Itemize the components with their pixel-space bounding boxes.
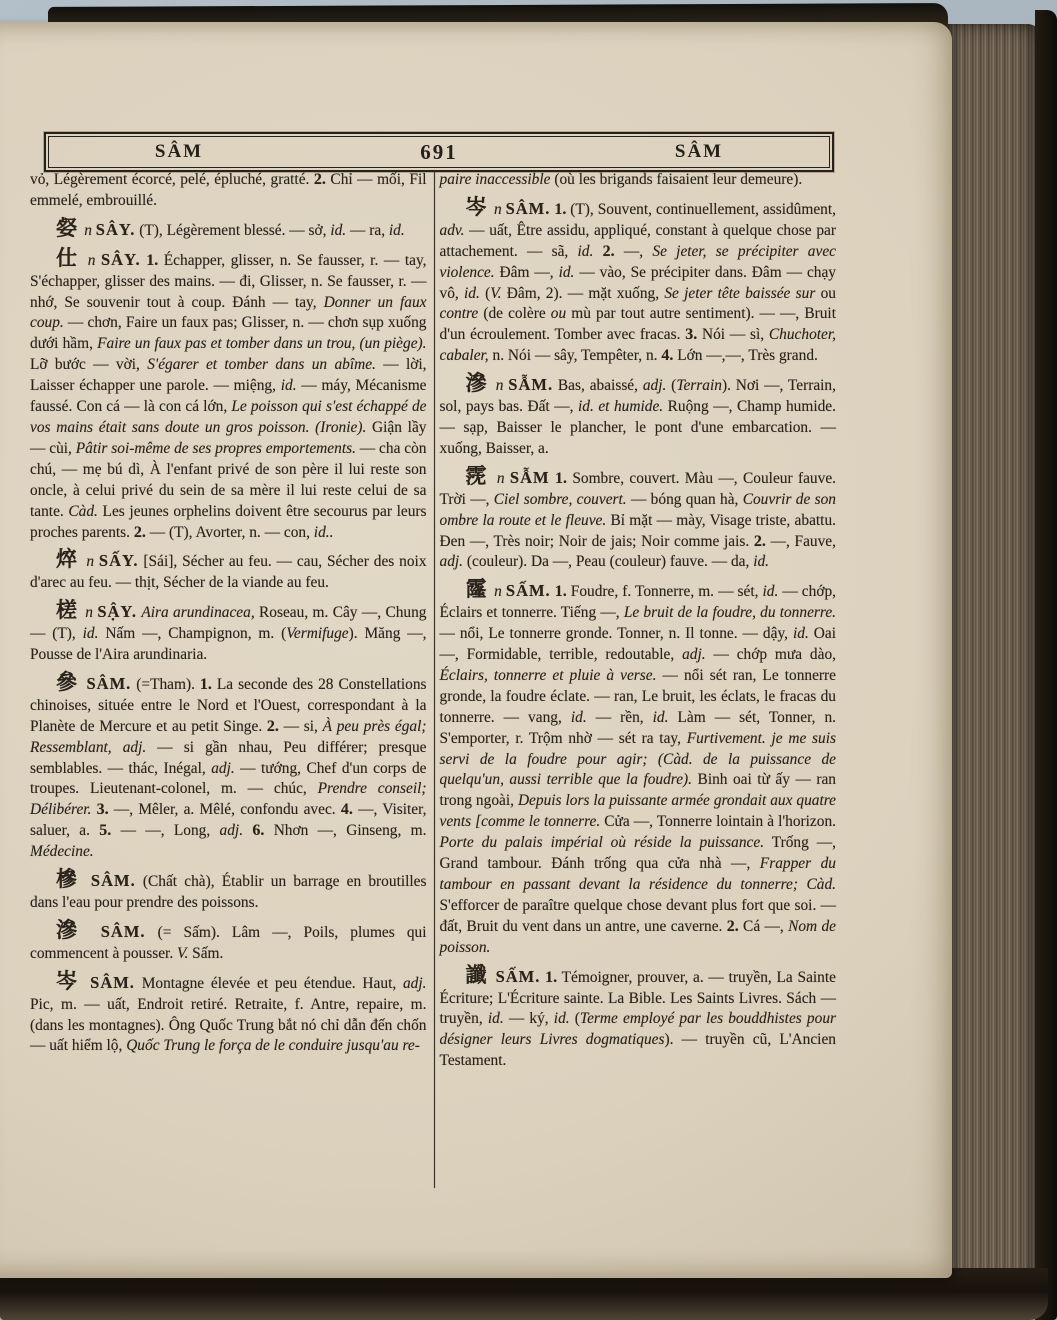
text-segment: 3. <box>96 801 109 819</box>
cjk-headword-character: 槮 <box>56 867 91 892</box>
text-segment: — lời, Laisser échapper une parole. — miệng, <box>30 356 427 395</box>
text-segment <box>593 243 602 260</box>
text-segment: Le poisson qui s'est échappé de vos mains était sans doute un gros poisson. (Ironie). <box>30 398 427 436</box>
text-segment: paire inaccessible <box>439 171 551 188</box>
text-segment: n <box>85 604 98 622</box>
text-segment: Chỉ — mối, Fil emmelé, embrouillé. <box>30 171 427 209</box>
text-segment: ). Măng —, Pousse de l'Aira arundinaria. <box>30 625 427 664</box>
text-segment: — ký, <box>503 1010 554 1028</box>
headword: SÂM. <box>86 673 132 693</box>
text-segment: — vào, Se précipiter dans. Đâm — chạy vô, <box>439 263 837 302</box>
text-segment: id. <box>82 625 99 643</box>
text-segment: V. <box>177 944 189 962</box>
text-segment: Càd. <box>68 502 98 520</box>
running-head-left: SÂM <box>154 141 204 162</box>
right-column <box>440 170 837 1192</box>
text-segment: Depuis lors la puissante armée grondait aux quatre vents [comme le tonnerre. <box>439 792 836 831</box>
text-segment: id.. <box>313 523 334 541</box>
text-segment: Terrain <box>676 377 722 395</box>
text-segment: (de colère <box>478 305 551 323</box>
text-segment: — —, Long, <box>111 822 220 840</box>
headword: SÂM. <box>90 871 136 891</box>
text-segment: Binh oai từ ấy — ran trong ngoài, <box>439 771 836 810</box>
text-segment: ( <box>569 1010 580 1028</box>
dictionary-entry <box>30 867 427 914</box>
text-segment: 4. <box>340 801 353 819</box>
text-segment: id. <box>280 377 297 395</box>
text-segment: ). — truyền cũ, L'Ancien Testament. <box>439 1031 836 1070</box>
cjk-headword-character: 仕 <box>56 245 88 270</box>
text-segment: Quốc Trung le força de le conduire jusqu'au re- <box>126 1037 420 1055</box>
text-segment: S'égarer et tomber dans un abîme. <box>147 356 376 374</box>
text-segment: — nổi, Le tonnerre gronde. Tonner, n. Il tonne. — dậy, <box>439 625 793 643</box>
text-segment: (= Sấm). Lâm —, Poils, plumes qui commencent à pousser. <box>30 923 427 962</box>
text-segment: Frapper du tambour en passant devant la résidence du tonnerre; Càd. <box>439 855 836 893</box>
text-segment: id. <box>558 263 575 281</box>
dictionary-entry <box>439 463 837 574</box>
text-segment <box>243 822 252 839</box>
text-segment: Médecine. <box>30 843 94 861</box>
text-segment: [Sái], Sécher au feu. — cau, Sécher des noix d'arec au feu. — thịt, Sécher de la viande au feu. <box>30 553 427 592</box>
text-segment: (T), Souvent, continuellement, assidûment, <box>566 200 836 218</box>
cjk-headword-character: 岑 <box>465 194 494 219</box>
dictionary-page <box>0 22 952 1278</box>
text-segment: — uất, Être assidu, appliqué, constant à quelque chose par attachement. — sã, <box>439 221 836 260</box>
dictionary-entry <box>439 962 837 1073</box>
text-segment: 2. <box>133 523 146 541</box>
text-segment: Lớn —,—, Très grand. <box>673 347 818 365</box>
text-segment: Éclairs, tonnerre et pluie à verse. <box>439 666 657 684</box>
dictionary-entry <box>30 215 427 242</box>
text-segment: 6. <box>252 822 265 840</box>
text-segment: Donner un faux coup. <box>30 293 427 332</box>
text-segment: — chớp, Éclairs et tonnerre. Tiếng —, <box>439 583 837 622</box>
text-segment: 2. <box>313 171 326 188</box>
text-segment: id. <box>762 583 779 601</box>
text-segment: Vermifuge <box>286 625 349 643</box>
text-segment: V. <box>490 284 502 302</box>
cjk-headword-character: 㛑 <box>56 215 85 240</box>
text-segment: adj. <box>402 974 427 992</box>
headword: SÂM. <box>505 198 551 218</box>
running-head-inner <box>48 136 830 168</box>
text-segment: Roseau, m. Cây —, Chung — (T), <box>30 604 427 643</box>
text-segment: Nói — sì, <box>697 326 769 344</box>
text-segment: n <box>496 469 510 487</box>
text-segment: id. <box>753 553 770 571</box>
text-segment: Foudre, f. Tonnerre, m. — sét, <box>566 583 763 601</box>
text-segment: Sombre, couvert. Màu —, Couleur fauve. Trời —, <box>439 469 836 508</box>
text-segment: id. <box>652 708 669 726</box>
headword: SẤM. <box>505 581 551 601</box>
headword: SẪM. <box>508 375 554 395</box>
text-segment: 2. <box>753 532 766 550</box>
text-segment: mù par tout autre sentiment). — —, Bruit d'un écroulement. Tomber avec fracas. <box>439 305 836 344</box>
text-segment: adj. <box>211 759 235 777</box>
headword: SÂY. <box>95 219 136 239</box>
text-segment: Faire un faux pas et tomber dans un trou, (un piège). <box>97 335 427 353</box>
headword: SẤM. <box>495 966 541 986</box>
text-segment: Se jeter tête baissée sur <box>664 284 816 302</box>
dictionary-entry <box>439 577 837 958</box>
text-segment: (=Tham). <box>131 675 200 693</box>
dictionary-entry <box>30 245 427 544</box>
cjk-headword-character: 滲 <box>465 371 496 396</box>
text-segment: n <box>84 221 96 239</box>
text-segment: id. <box>388 221 405 239</box>
text-segment: 5. <box>99 822 112 840</box>
text-segment: Oai —, Formidable, terrible, redoutable, <box>439 625 836 664</box>
dictionary-entry <box>30 669 427 863</box>
dictionary-entry <box>30 598 427 666</box>
text-segment: ( <box>666 377 677 395</box>
text-segment: Đâm, 2). — mặt xuống, <box>501 284 665 302</box>
left-column <box>30 170 427 1192</box>
cjk-headword-character: 槎 <box>56 598 86 623</box>
text-segment: id. <box>792 625 809 643</box>
text-segment: Cửa —, Tonnerre lointain à l'horizon. <box>600 813 836 831</box>
text-segment: Se jeter, se précipiter avec violence. <box>439 242 836 281</box>
text-segment: id. <box>487 1010 504 1028</box>
text-segment: id. <box>577 242 594 260</box>
text-segment: — nổi sét ran, Le tonnerre gronde, la foudre éclate. — ran, Le bruit, les éclats, le fracas du tonnerre. — vang, <box>439 666 836 726</box>
text-segment: adj. <box>219 822 244 840</box>
text-segment: — máy, Mécanisme faussé. Con cá — là con cá lớn, <box>30 377 427 416</box>
running-head-right: SÂM <box>674 141 724 162</box>
text-segment: À peu près égal; Ressemblant, adj. <box>30 717 427 756</box>
text-segment: Échapper, glisser, n. Se fausser, r. — tay, S'échapper, glisser des mains. — đi, Glisser, n. Se fausser, r. — nhớ, Se souvenir tout à coup. Đánh — tay, <box>30 251 427 311</box>
cjk-headword-character: 滲 <box>56 917 101 942</box>
text-segment: n <box>86 553 99 571</box>
text-segment: La seconde des 28 Constellations chinoises, située entre le Nord et l'Ouest, correspondant à la Planète de Mercure et au petit Singe. <box>30 675 427 735</box>
text-segment: Ruộng —, Champ humide. — sạp, Baisser le plancher, le pont d'une embarcation. — xuống, Baisser, a. <box>439 398 836 457</box>
text-segment: Nom de poisson. <box>439 917 836 956</box>
text-segment: 2. <box>726 917 739 935</box>
headword: SẬY. <box>97 602 137 622</box>
text-segment: — cha còn chú, — mẹ bú dì, À l'enfant privé de son père il lui reste son oncle, à celui privé du sein de sa mère il lui reste celui de sa tante. <box>30 439 427 520</box>
text-segment: adv. <box>439 221 465 239</box>
text-segment: ou <box>550 305 567 323</box>
text-segment: 2. <box>266 717 279 735</box>
text-segment: — chớp mưa dào, <box>705 646 836 664</box>
text-segment: 4. <box>661 347 674 365</box>
text-segment: Le bruit de la foudre, du tonnerre. <box>623 604 836 622</box>
text-segment: n. Nói — sây, Tempêter, n. <box>488 347 662 365</box>
text-segment: Terme employé par les bouddhistes pour désigner leurs Livres dogmatiques <box>439 1010 837 1049</box>
text-segment: Giận lầy — cùi, <box>30 418 427 457</box>
text-segment: (couleur). Da —, Peau (couleur) fauve. — da, <box>463 553 754 571</box>
cjk-headword-character: 霳 <box>465 577 495 602</box>
text-segment: n <box>495 377 509 395</box>
text-area <box>30 170 836 1192</box>
headword: SÂM. <box>100 921 146 941</box>
book-cover-right-edge <box>1035 10 1057 1320</box>
text-segment: vỏ, Légèrement écorcé, pelé, épluché, gratté. <box>30 171 314 188</box>
text-segment: Aira arundinacea, <box>141 604 255 622</box>
text-segment: Témoigner, prouver, a. — truyền, La Sainte Écriture; L'Écriture sainte. La Bible. Les Saints Livres. Sách — truyền, <box>439 968 836 1028</box>
text-segment: Porte du palais impérial où réside la puissance. <box>439 834 765 852</box>
text-segment: S'efforcer de paraître quelque chose devant plus fort que soi. — đất, Bruit du vent dans un antre, une caverne. <box>439 896 836 935</box>
cjk-headword-character: 霃 <box>465 463 497 488</box>
dictionary-entry <box>439 194 837 367</box>
text-segment: — si, <box>278 717 323 735</box>
text-segment: ( <box>479 284 491 302</box>
text-segment: adj. <box>682 646 706 664</box>
text-segment: id. et humide. <box>577 398 664 416</box>
text-segment: (où les brigands faisaient leur demeure). <box>550 171 803 188</box>
text-segment: 3. <box>685 326 698 344</box>
text-segment: —, Fauve, <box>765 532 836 550</box>
text-segment: adj. <box>642 377 667 395</box>
text-segment: id. <box>570 708 587 726</box>
dictionary-entry <box>439 371 837 460</box>
text-segment: adj. <box>439 553 464 571</box>
text-segment: id. <box>330 221 347 239</box>
text-segment: —, Visiter, saluer, a. <box>30 801 427 840</box>
text-segment: Sấm. <box>188 944 224 962</box>
text-segment: 1. <box>545 968 558 986</box>
text-segment: Nhơn —, Ginseng, m. <box>264 822 427 840</box>
running-head-box <box>44 132 834 172</box>
dictionary-entry <box>30 547 427 594</box>
text-segment: —, Mêler, a. Mêlé, confondu avec. <box>108 801 341 819</box>
text-segment: Làm — sét, Tonner, n. S'emporter, r. Trộm nhờ — sét ra tay, <box>439 708 836 747</box>
text-segment: — (T), Avorter, n. — con, <box>145 523 314 541</box>
text-segment: Bas, abaissé, <box>553 377 643 395</box>
cjk-headword-character: 參 <box>56 669 87 694</box>
text-segment: 2. <box>602 242 615 260</box>
text-segment: n <box>493 200 506 218</box>
text-segment: Couvrir de son ombre la route et le fleuve. <box>439 490 836 529</box>
text-segment: — chơn, Faire un faux pas; Glisser, n. — chơn sụp xuống dưới hầm, <box>30 314 427 353</box>
text-segment: Pâtir soi-même de ses propres emportements. <box>75 439 356 457</box>
text-segment: 1. <box>554 469 567 487</box>
text-segment: Les jeunes orphelins doivent être secourus par leurs proches parents. <box>30 502 427 541</box>
cjk-headword-character: 讖 <box>465 962 496 987</box>
dictionary-entry <box>30 917 427 965</box>
text-segment: — bóng quan hà, <box>626 490 743 508</box>
text-segment: ). Nơi —, Terrain, sol, pays bas. Đất —, <box>439 377 836 416</box>
text-segment: Đâm —, <box>494 263 559 281</box>
text-segment: n <box>494 583 506 601</box>
text-segment: Prendre conseil; Délibérer. <box>30 780 427 819</box>
text-segment: id. <box>553 1010 570 1028</box>
text-segment: —, <box>614 242 653 260</box>
text-segment: 1. <box>554 200 567 218</box>
text-segment: Cá —, <box>738 917 789 935</box>
text-segment: n <box>87 251 101 269</box>
text-segment: 1. <box>146 251 159 269</box>
text-segment: id. <box>464 284 480 302</box>
headword: SẤY. <box>98 551 139 571</box>
text-segment: — rền, <box>586 708 653 726</box>
text-segment: ou <box>815 284 837 302</box>
column-divider-rule <box>434 170 435 1188</box>
continuation-paragraph <box>30 170 427 212</box>
text-segment: Bỉ mặt — mày, Visage triste, abattu. Đen —, Très noir; Noir de jais; Noir comme jais. <box>439 511 836 550</box>
headword: SẪM <box>509 467 550 487</box>
text-segment: 1. <box>554 583 567 601</box>
dictionary-entry <box>30 968 427 1058</box>
text-segment: — ra, <box>346 221 389 239</box>
continuation-paragraph <box>440 170 837 191</box>
text-segment: Montagne élevée et peu étendue. Haut, <box>134 974 403 992</box>
text-segment: Chuchoter, cabaler, <box>439 326 837 365</box>
text-segment: contre <box>439 305 479 323</box>
text-segment: Ciel sombre, couvert. <box>493 490 627 508</box>
cjk-headword-character: 岑 <box>56 968 91 993</box>
text-segment: — tướng, Chef d'un corps de troupes. Lieutenant-colonel, m. — chúc, <box>30 759 427 798</box>
headword: SÂY. <box>101 249 141 269</box>
text-segment: Furtivement. je me suis servi de la foudre pour agir; (Càd. de la puissance de quelqu'un, aussi terrible que la foudre). <box>439 729 836 789</box>
cjk-headword-character: 焠 <box>56 547 87 572</box>
text-segment: Nấm —, Champignon, m. ( <box>98 625 287 643</box>
text-segment: Trống —, Grand tambour. Đánh trống qua cửa nhà —, <box>439 834 836 873</box>
headword: SÂM. <box>90 972 135 992</box>
text-segment: (T), Légèrement blessé. — sở, <box>135 221 331 239</box>
text-segment: — si gần nhau, Peu différer; presque semblables. — thác, Inégal, <box>30 738 427 777</box>
page-number: 691 <box>420 139 458 164</box>
text-segment: Pic, m. — uất, Endroit retiré. Retraite, f. Antre, repaire, m. (dans les montagnes). Ông Quốc Trung bắt nó chỉ dẫn đến chốn — uất hiểm lộ, <box>30 995 427 1055</box>
text-segment: (Chất chà), Établir un barrage en broutilles dans l'eau pour prendre des poissons. <box>30 873 427 911</box>
text-segment: 1. <box>199 675 212 693</box>
book-fore-edge-pages <box>947 24 1043 1310</box>
text-segment: Lỡ bước — vời, <box>30 356 148 374</box>
